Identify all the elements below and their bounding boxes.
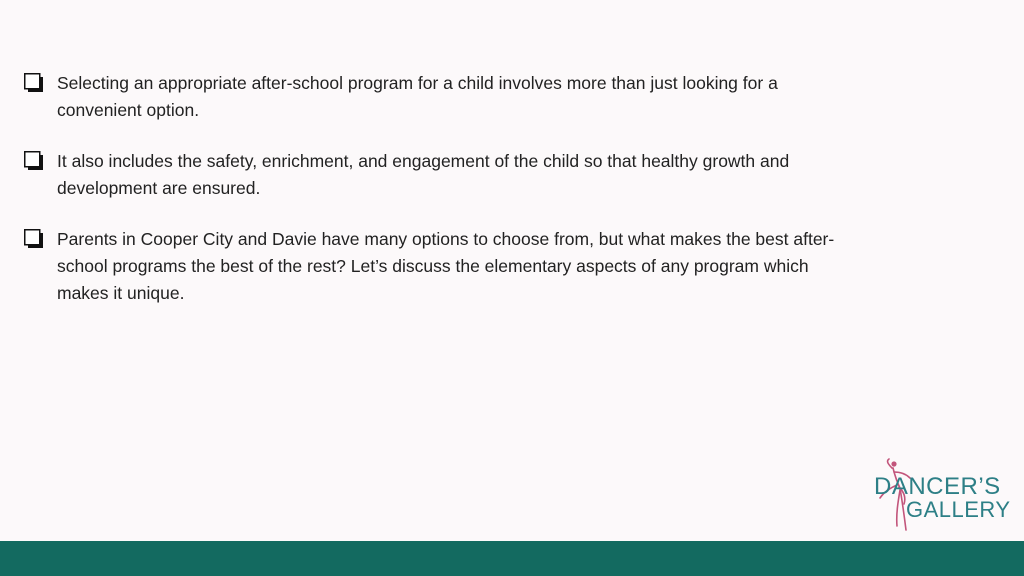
checkbox-bullet-icon <box>24 229 43 248</box>
bullet-text: Selecting an appropriate after-school program for a child involves more than just looking for a convenient option. <box>57 73 778 120</box>
bullet-text: It also includes the safety, enrichment, and engagement of the child so that healthy growth and development are ensured. <box>57 151 790 198</box>
logo-text-line2: GALLERY <box>906 497 1011 522</box>
checkbox-bullet-icon <box>24 151 43 170</box>
bullet-item <box>24 226 864 307</box>
checkbox-bullet-icon <box>24 73 43 92</box>
logo-text-line1: DANCER’S <box>874 473 1001 500</box>
bullet-item <box>24 70 864 124</box>
bullet-text: Parents in Cooper City and Davie have many options to choose from, but what makes the best after-school programs the best of the rest? Let’s discuss the elementary aspects of any program which makes it unique. <box>57 229 835 303</box>
dancers-gallery-logo <box>870 458 1010 534</box>
footer-band <box>0 541 1024 576</box>
bullet-item <box>24 148 864 202</box>
bullet-list <box>24 70 864 331</box>
